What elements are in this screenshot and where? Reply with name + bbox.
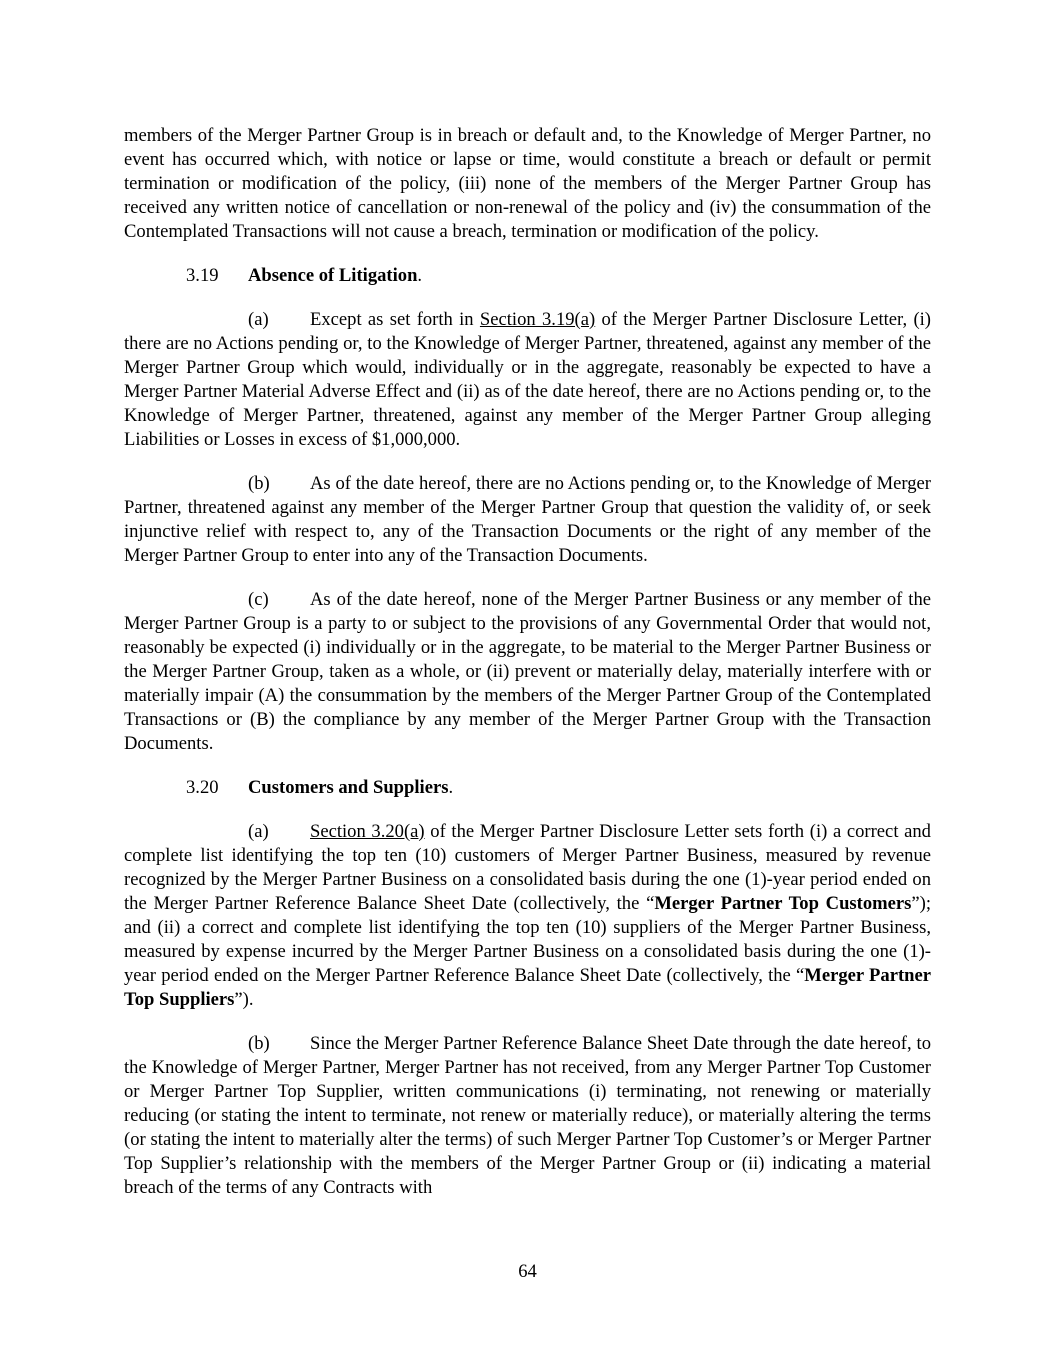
section-3-20-a-paragraph [124,820,931,1012]
defined-term-top-customers: Merger Partner Top Customers [654,893,912,914]
document-page [124,124,931,1220]
clause-text: As of the date hereof, none of the Merger Partner Business or any member of the Merger Partner Group is a party to or subject to the provisions of any Governmental Order that would not, reasonably be expected (i) individually or in the aggregate, to be material to the Merger Partner Business or the Merger Partner Group, taken as a whole, or (ii) prevent or materially delay, materially interfere with or materially impair (A) the consummation by the members of the Merger Partner Group of the Contemplated Transactions or (B) the compliance by any member of the Merger Partner Group with the Transaction Documents. [124,589,931,754]
section-title: Customers and Suppliers [248,777,449,798]
clause-text-part2: ”); and (ii) a correct and complete list identifying the top ten (10) suppliers of the Merger Partner Business, measured by expense incurred by the Merger Partner Business on a consolidated basis during the one (1)-year period ended on the Merger Partner Reference Balance Sheet Date (collectively, the “ [124,893,932,986]
clause-text: As of the date hereof, there are no Actions pending or, to the Knowledge of Merger Partner, threatened against any member of the Merger Partner Group that question the validity of, or seek injunctive relief with respect to, any of the Transaction Documents or the right of any member of the Merger Partner Group to enter into any of the Transaction Documents. [124,473,931,566]
clause-text-part3: ”). [234,989,254,1010]
clause-text: Since the Merger Partner Reference Balance Sheet Date through the date hereof, to the Knowledge of Merger Partner, Merger Partner has not received, from any Merger Partner Top Customer or Merger Partner Top Supplier, written communications (i) terminating, not renewing or materially reducing (or stating the intent to terminate, not renew or materially reduce), or materially altering the terms (or stating the intent to materially alter the terms) of such Merger Partner Top Customer’s or Merger Partner Top Supplier’s relationship with the members of the Merger Partner Group or (ii) indicating a material breach of the terms of any Contracts with [124,1033,931,1198]
section-3-19-b-paragraph [124,472,931,568]
clause-text-pre: Except as set forth in [310,309,480,330]
defined-term-top-suppliers: Merger Partner Top Suppliers [124,965,931,1010]
section-title: Absence of Litigation [248,265,418,286]
section-3-19-heading [124,264,931,288]
clause-text-post: of the Merger Partner Disclosure Letter, (i) there are no Actions pending or, to the Knowledge of Merger Partner, threatened, against any member of the Merger Partner Group which would, individually or in the aggregate, reasonably be expected to have a Merger Partner Material Adverse Effect and (ii) as of the date hereof, there are no Actions pending or, to the Knowledge of Merger Partner, threatened, against any member of the Merger Partner Group alleging Liabilities or Losses in excess of $1,000,000. [124,309,931,450]
section-number: 3.19 [186,265,219,286]
section-title-period: . [417,265,423,286]
section-3-19-a-paragraph [124,308,931,452]
page-number: 64 [518,1261,537,1282]
clause-text-part1: of the Merger Partner Disclosure Letter sets forth (i) a correct and complete list identifying the top ten (10) customers of Merger Partner Business, measured by revenue recognized by the Merger Partner Business on a consolidated basis during the one (1)-year period ended on the Merger Partner Reference Balance Sheet Date (collectively, the “ [124,821,931,914]
section-3-20-heading [124,776,931,800]
section-3-20-b-paragraph [124,1032,931,1200]
clause-marker: (a) [248,309,269,330]
section-3-19-c-paragraph [124,588,931,756]
clause-marker: (c) [248,589,269,610]
section-reference-link: Section 3.20(a) [310,821,425,842]
section-reference-link: Section 3.19(a) [479,309,596,330]
clause-marker: (b) [248,473,270,494]
continuation-paragraph: members of the Merger Partner Group is in breach or default and, to the Knowledge of Merger Partner, no event has occurred which, with notice or lapse or time, would constitute a breach or default or permit termination or modification of the policy, (iii) none of the members of the Merger Partner Group has received any written notice of cancellation or non-renewal of the policy and (iv) the consummation of the Contemplated Transactions will not cause a breach, termination or modification of the policy. [124,125,931,242]
section-number: 3.20 [186,777,219,798]
section-title-period: . [448,777,454,798]
clause-marker: (a) [248,821,269,842]
clause-marker: (b) [248,1033,270,1054]
